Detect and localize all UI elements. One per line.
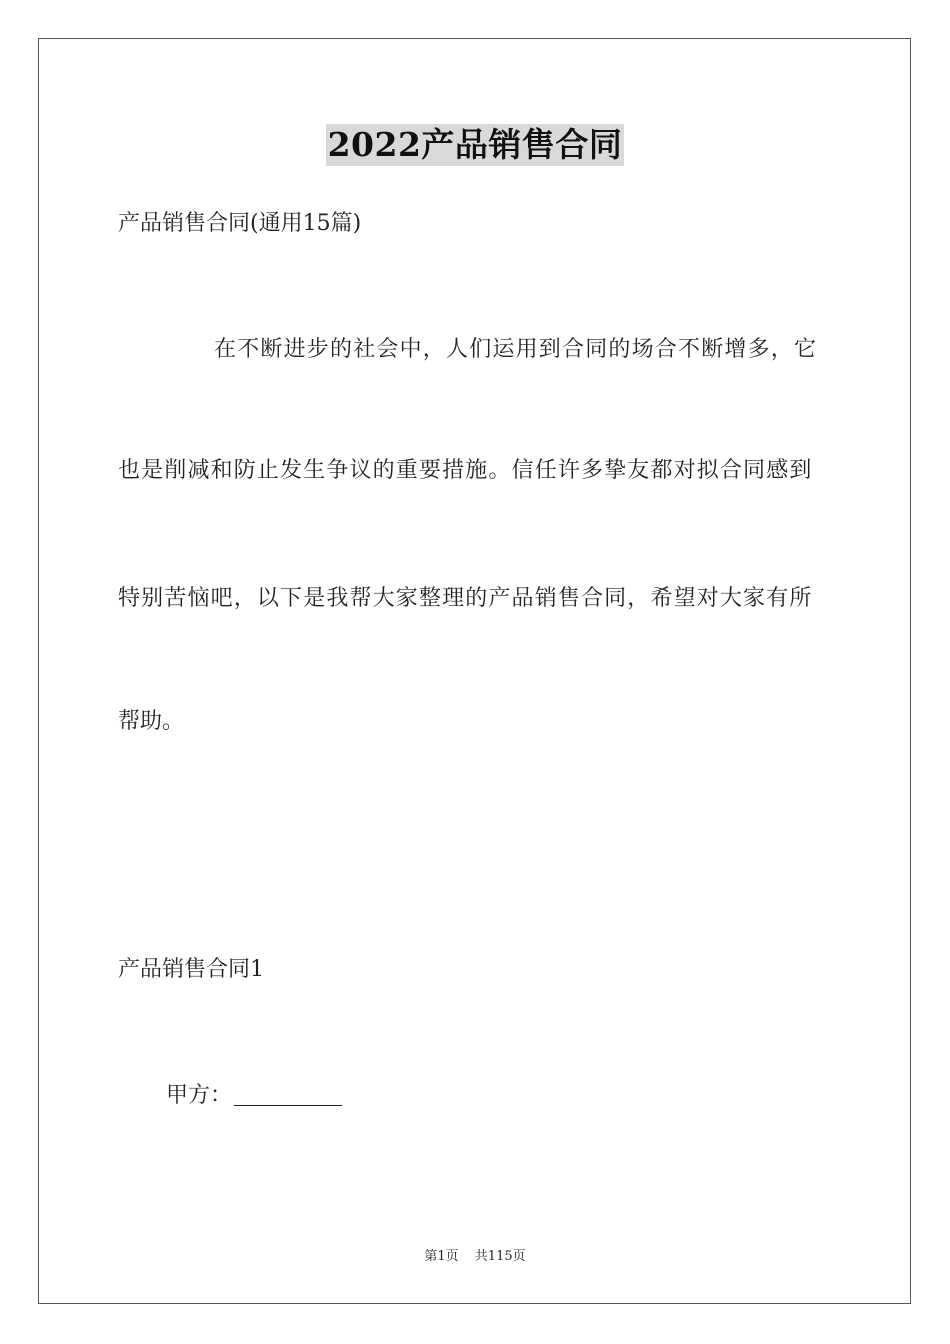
page-total: 共115页 (474, 1249, 526, 1264)
party-a-line (166, 1081, 342, 1111)
intro-paragraph-line-1: 在不断进步的社会中，人们运用到合同的场合不断增多，它 (214, 337, 818, 362)
section-heading: 产品销售合同1 (118, 957, 264, 982)
intro-paragraph-line-3: 特别苦恼吧，以下是我帮大家整理的产品销售合同，希望对大家有所 (118, 586, 813, 611)
intro-paragraph-line-4: 帮助。 (118, 709, 185, 734)
document-title: 2022产品销售合同 (327, 125, 623, 164)
party-a-blank (234, 1104, 342, 1106)
page-number: 第1页 (424, 1249, 459, 1264)
title-container (0, 124, 950, 166)
party-a-label: 甲方： (166, 1083, 233, 1108)
intro-paragraph-line-2: 也是削减和防止发生争议的重要措施。信任许多挚友都对拟合同感到 (118, 458, 813, 483)
document-subtitle: 产品销售合同(通用15篇) (118, 211, 362, 236)
page-footer (0, 1248, 950, 1266)
